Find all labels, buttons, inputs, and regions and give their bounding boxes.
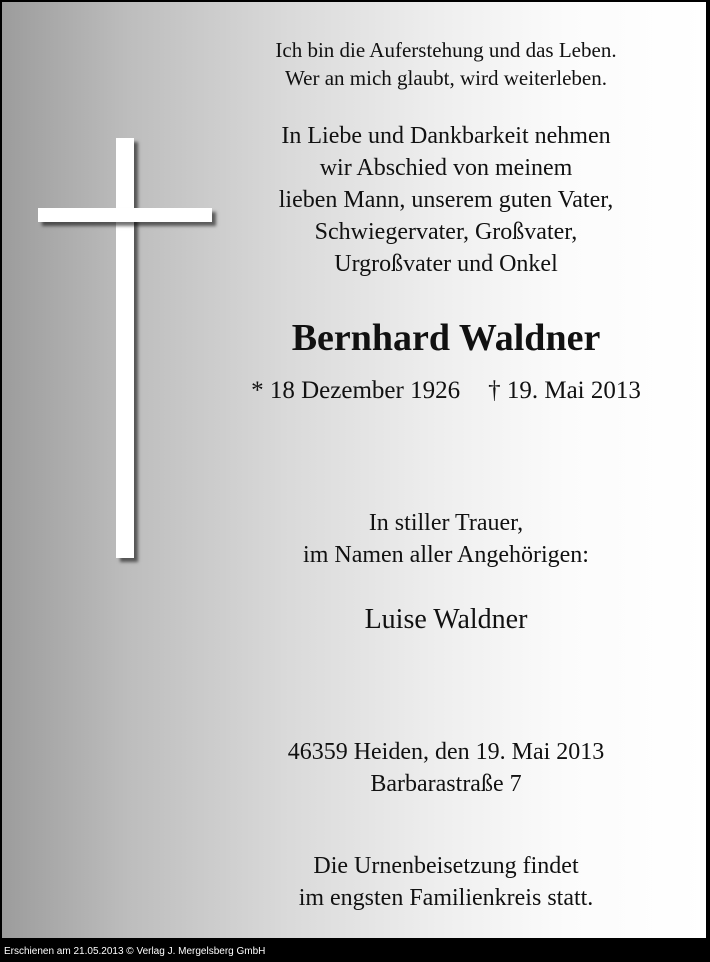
cross-vertical-beam [116,138,134,558]
intro-line: Urgroßvater und Onkel [334,251,558,277]
mourning-line: In stiller Trauer, [368,510,524,536]
note-line: im engsten Familienkreis statt. [298,885,594,911]
address-line: 46359 Heiden, den 19. Mai 2013 [287,739,605,765]
intro-text [224,120,668,280]
birth-date: * 18 Dezember 1926 [251,377,461,404]
verse-line: Ich bin die Auferstehung und das Leben. [275,38,617,62]
intro-line: lieben Mann, unserem guten Vater, [278,187,614,213]
publication-footer: Erschienen am 21.05.2013 © Verlag J. Mergelsberg GmbH [0,942,710,962]
note-line: Die Urnenbeisetzung findet [313,853,579,879]
bible-verse [224,36,668,92]
address-block [224,736,668,800]
address-line: Barbarastraße 7 [370,771,522,797]
intro-line: In Liebe und Dankbarkeit nehmen [281,123,611,149]
life-dates [224,375,668,407]
intro-line: Schwiegervater, Großvater, [314,219,578,245]
deceased-name: Bernhard Waldner [291,317,601,359]
burial-note [224,850,668,914]
mourning-text [224,507,668,571]
verse-line: Wer an mich glaubt, wird weiterleben. [285,66,607,90]
signer-name: Luise Waldner [364,604,528,635]
death-date: † 19. Mai 2013 [488,377,641,404]
cross-horizontal-beam [38,208,212,222]
intro-line: wir Abschied von meinem [319,155,573,181]
mourning-line: im Namen aller Angehörigen: [303,542,589,568]
cross-icon [38,138,218,564]
